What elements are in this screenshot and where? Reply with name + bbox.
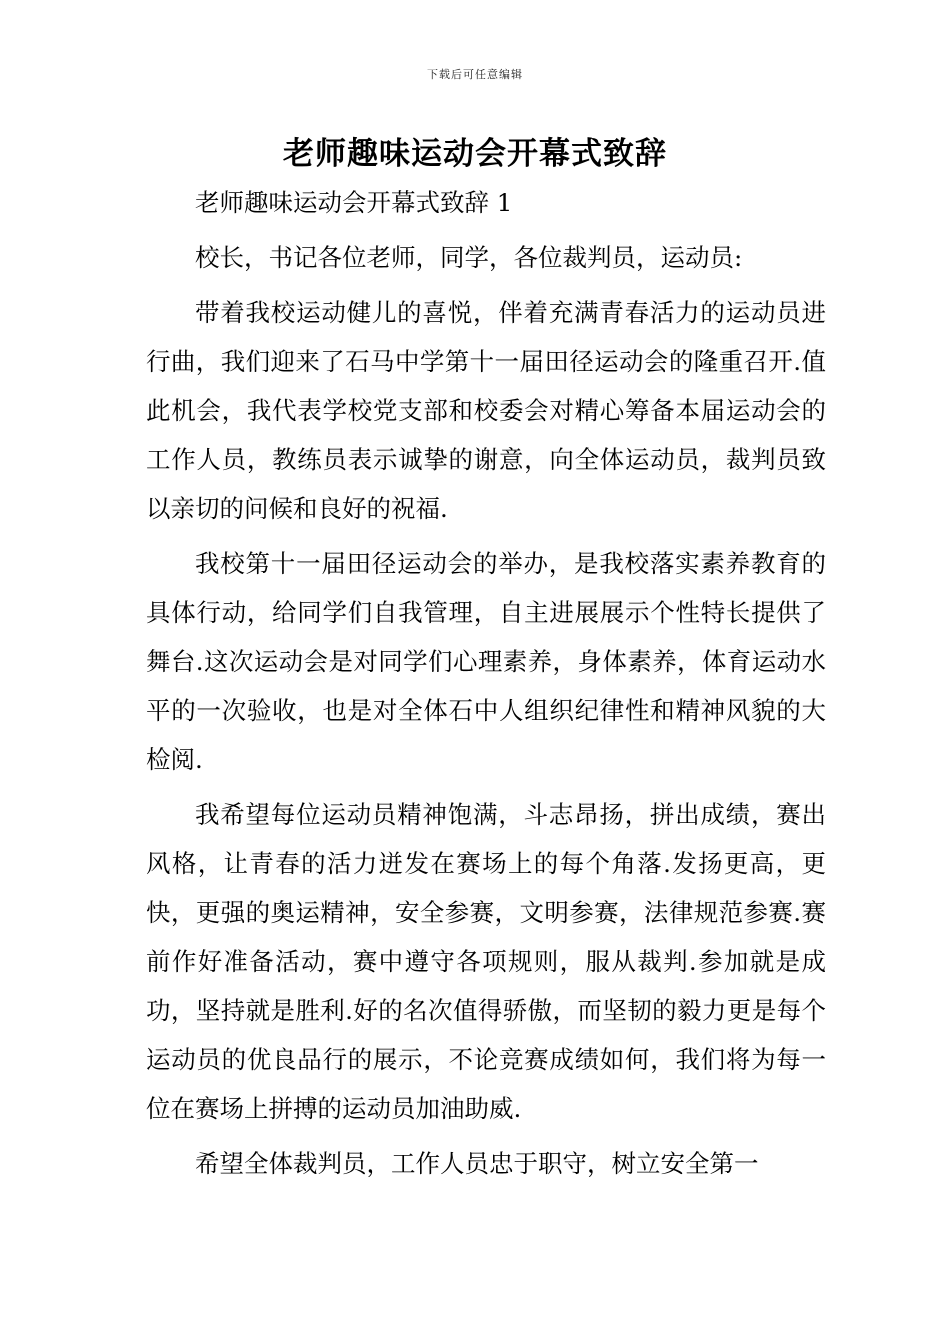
paragraph-greeting: 校长，书记各位老师，同学，各位裁判员，运动员: <box>195 243 743 272</box>
header-note: 下载后可任意编辑 <box>427 68 523 81</box>
paragraph-4: 希望全体裁判员，工作人员忠于职守，树立安全第一 <box>195 1149 759 1178</box>
paragraph-2: 我校第十一届田径运动会的举办，是我校落实素养教育的具体行动，给同学们自我管理，自主进展展示个性特长提供了舞台.这次运动会是对同学们心理素养，身体素养，体育运动水平的一次验收，也是对全体石中人组织纪律性和精神风貌的大检阅. <box>146 549 826 774</box>
document-subtitle: 老师趣味运动会开幕式致辞 1 <box>195 188 513 217</box>
document-body <box>146 178 826 1194</box>
paragraph-1: 带着我校运动健儿的喜悦，伴着充满青春活力的运动员进行曲，我们迎来了石马中学第十一届田径运动会的隆重召开.值此机会，我代表学校党支部和校委会对精心筹备本届运动会的工作人员，教练员表示诚挚的谢意，向全体运动员，裁判员致以亲切的问候和良好的祝福. <box>146 298 826 523</box>
document-title: 老师趣味运动会开幕式致辞 <box>283 136 667 172</box>
paragraph-3: 我希望每位运动员精神饱满，斗志昂扬，拼出成绩，赛出风格，让青春的活力迸发在赛场上的每个角落.发扬更高，更快，更强的奥运精神，安全参赛，文明参赛，法律规范参赛.赛前作好准备活动，赛中遵守各项规则，服从裁判.参加就是成功，坚持就是胜利.好的名次值得骄傲，而坚韧的毅力更是每个运动员的优良品行的展示，不论竞赛成绩如何，我们将为每一位在赛场上拼搏的运动员加油助威. <box>146 800 826 1123</box>
